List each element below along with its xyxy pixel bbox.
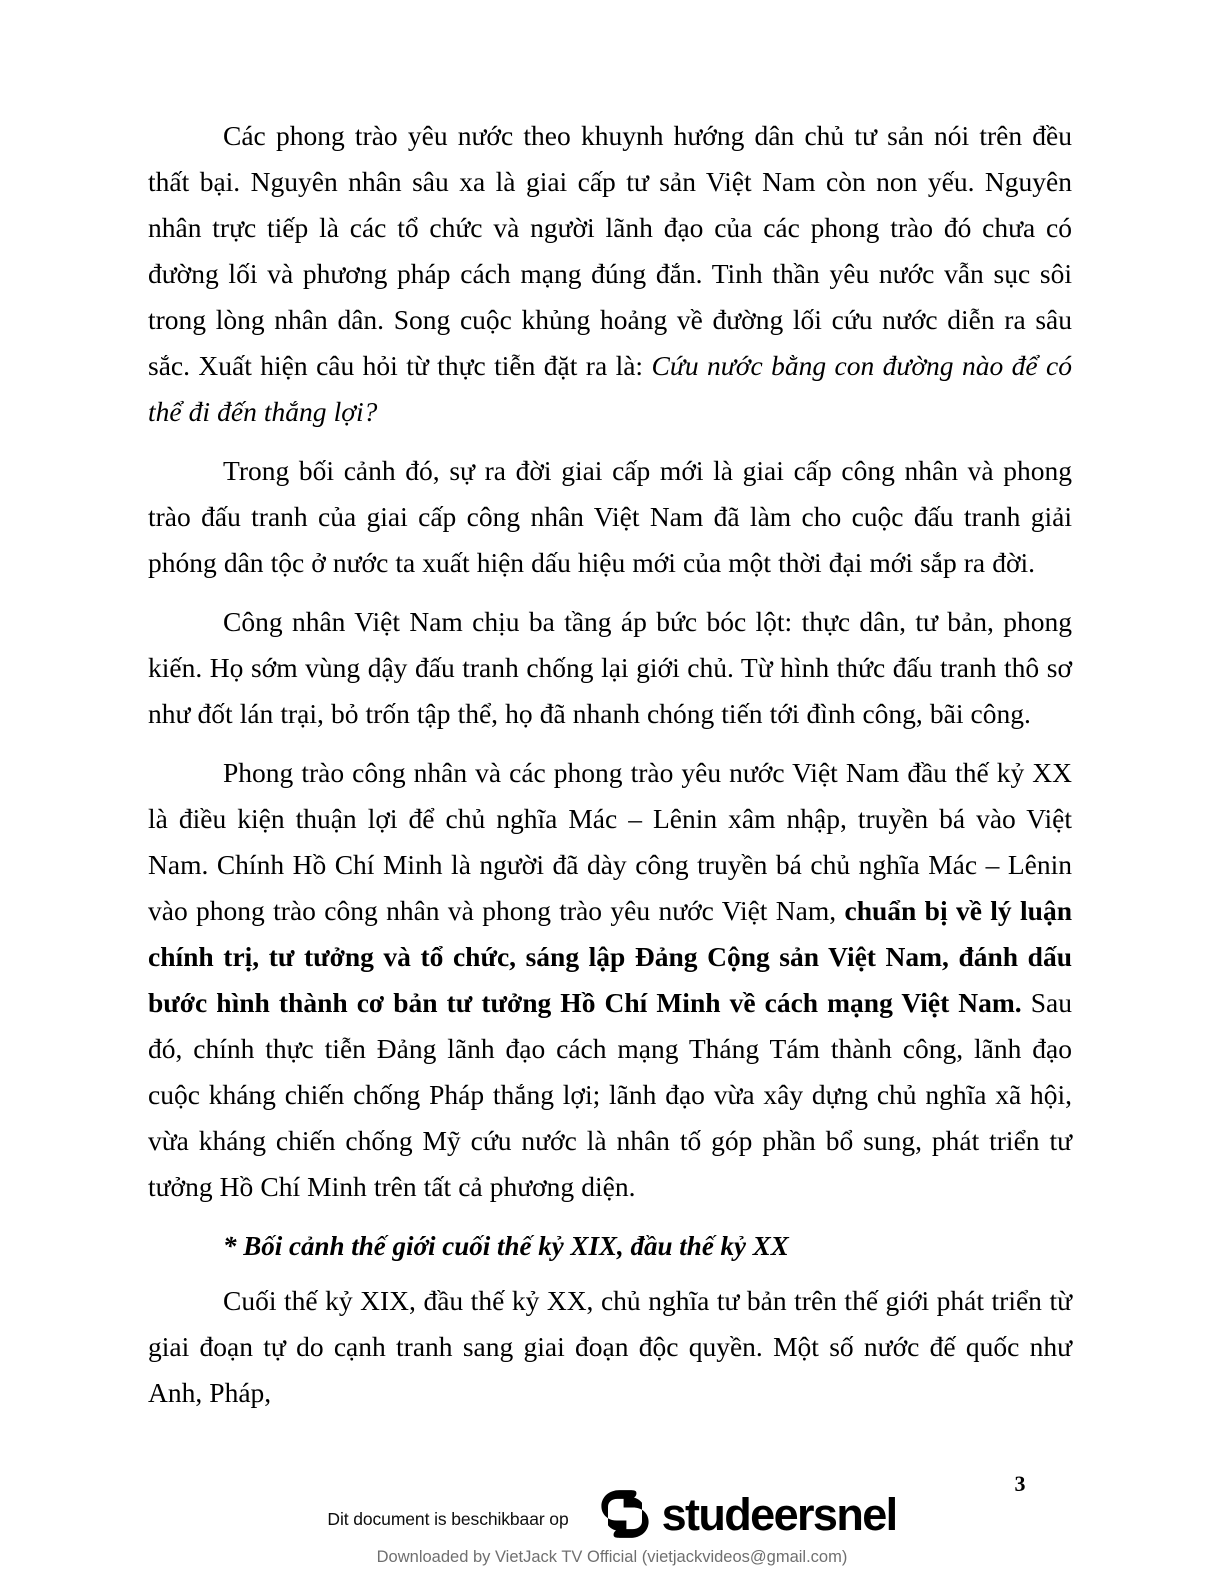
section-heading: * Bối cảnh thế giới cuối thế kỷ XIX, đầu thế kỷ XX xyxy=(223,1231,789,1261)
studeersnel-s-logo-icon xyxy=(599,1488,651,1540)
paragraph xyxy=(148,750,1072,1210)
paragraph-run-text: Cuối thế kỷ XIX, đầu thế kỷ XX, chủ nghĩa tư bản trên thế giới phát triển từ giai đoạn tự do cạnh tranh sang giai đoạn độc quyền. Một số nước đế quốc như Anh, Pháp, xyxy=(148,1285,1072,1408)
paragraph-run-text: Phong trào công nhân và các phong trào yêu nước Việt Nam đầu thế kỷ XX là điều kiện thuận lợi để chủ nghĩa Mác – Lênin xâm nhập, truyền bá vào Việt Nam. Chính Hồ Chí Minh là người đã dày công truyền bá chủ nghĩa Mác – Lênin vào phong trào công nhân và phong trào yêu nước Việt Nam, xyxy=(148,757,1072,926)
studeersnel-wordmark: studeersnel xyxy=(661,1488,897,1540)
paragraph-run-text: Các phong trào yêu nước theo khuynh hướng dân chủ tư sản nói trên đều thất bại. Nguyên nhân sâu xa là giai cấp tư sản Việt Nam còn non yếu. Nguyên nhân trực tiếp là các tổ chức và người lãnh đạo của các phong trào đó chưa có đường lối và phương pháp cách mạng đúng đắn. Tinh thần yêu nước vẫn sục sôi trong lòng nhân dân. Song cuộc khủng hoảng về đường lối cứu nước diễn ra sâu sắc. Xuất hiện câu hỏi từ thực tiễn đặt ra là: xyxy=(148,120,1072,381)
download-watermark: Downloaded by VietJack TV Official (vietjackvideos@gmail.com) xyxy=(376,1548,848,1566)
paragraph-run-text: Sau đó, chính thực tiễn Đảng lãnh đạo cách mạng Tháng Tám thành công, lãnh đạo cuộc kháng chiến chống Pháp thắng lợi; lãnh đạo vừa xây dựng chủ nghĩa xã hội, vừa kháng chiến chống Mỹ cứu nước là nhân tố góp phần bổ sung, phát triển tư tưởng Hồ Chí Minh trên tất cả phương diện. xyxy=(148,987,1072,1202)
paragraph-run-text: Trong bối cảnh đó, sự ra đời giai cấp mới là giai cấp công nhân và phong trào đấu tranh của giai cấp công nhân Việt Nam đã làm cho cuộc đấu tranh giải phóng dân tộc ở nước ta xuất hiện dấu hiệu mới của một thời đại mới sắp ra đời. xyxy=(148,455,1072,578)
paragraph xyxy=(148,448,1072,586)
paragraph-run-italic: Cứu nước bằng con đường nào để có thể đi đến thắng lợi? xyxy=(148,350,1072,427)
footer-tagline: Dit document is beschikbaar op xyxy=(327,1508,569,1529)
paragraph-run-bold: chuẩn bị về lý luận chính trị, tư tưởng và tổ chức, sáng lập Đảng Cộng sản Việt Nam, đánh dấu bước hình thành cơ bản tư tưởng Hồ Chí Minh về cách mạng Việt Nam. xyxy=(148,895,1072,1018)
page-number: 3 xyxy=(1014,1471,1026,1496)
document-text-column xyxy=(148,113,1072,1416)
paragraph-run-text: Công nhân Việt Nam chịu ba tầng áp bức bóc lột: thực dân, tư bản, phong kiến. Họ sớm vùng dậy đấu tranh chống lại giới chủ. Từ hình thức đấu tranh thô sơ như đốt lán trại, bỏ trốn tập thể, họ đã nhanh chóng tiến tới đình công, bãi công. xyxy=(148,606,1072,729)
studeersnel-brand xyxy=(599,1488,897,1540)
studeersnel-footer xyxy=(0,1471,1224,1545)
paragraph xyxy=(148,113,1072,435)
paragraph xyxy=(148,599,1072,737)
paragraph xyxy=(148,1278,1072,1416)
